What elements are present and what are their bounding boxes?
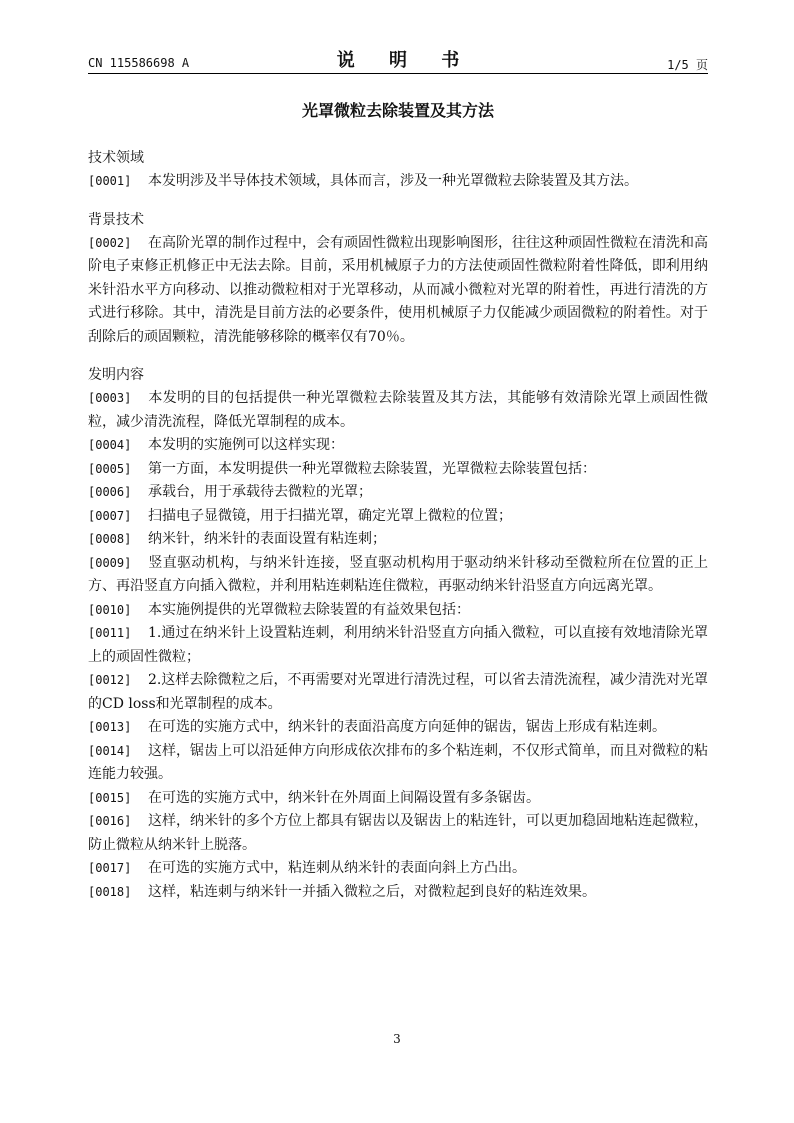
paragraph-text: 本实施例提供的光罩微粒去除装置的有益效果包括：	[148, 601, 470, 618]
page-number: 3	[393, 1032, 401, 1046]
paragraph	[88, 740, 708, 787]
paragraph	[88, 387, 708, 434]
paragraph	[88, 528, 708, 552]
paragraph-number: [0009]	[88, 555, 132, 570]
paragraph	[88, 481, 708, 505]
paragraph-number: [0016]	[88, 814, 132, 828]
paragraph-number: [0001]	[88, 174, 132, 188]
paragraph-number: [0003]	[88, 391, 132, 405]
paragraph-number: [0018]	[88, 884, 132, 899]
paragraph	[88, 170, 708, 194]
page-info: 1/5 页	[667, 58, 708, 72]
paragraph-number: [0017]	[88, 861, 132, 875]
paragraph-number: [0014]	[88, 743, 132, 758]
document-body	[88, 146, 708, 904]
paragraph-text: 这样，粘连刺与纳米针一并插入微粒之后，对微粒起到良好的粘连效果。	[148, 883, 596, 900]
paragraph	[88, 552, 708, 599]
paragraph	[88, 458, 708, 482]
paragraph-number: [0015]	[88, 790, 132, 805]
paragraph-number: [0012]	[88, 673, 132, 687]
paragraph	[88, 434, 708, 458]
paragraph-number: [0006]	[88, 485, 132, 499]
paragraph	[88, 787, 708, 811]
paragraph-text: 竖直驱动机构，与纳米针连接，竖直驱动机构用于驱动纳米针移动至微粒所在位置的正上方、再沿竖直方向插入微粒，并利用粘连刺粘连住微粒，再驱动纳米针沿竖直方向远离光罩。	[88, 554, 708, 594]
paragraph	[88, 716, 708, 740]
paragraph-number: [0011]	[88, 626, 132, 640]
patent-number: CN 115586698 A	[88, 56, 190, 70]
paragraph-text: 承载台，用于承载待去微粒的光罩；	[148, 484, 372, 500]
paragraph-text: 本发明的目的包括提供一种光罩微粒去除装置及其方法，其能够有效清除光罩上顽固性微粒，减少清洗流程，降低光罩制程的成本。	[88, 390, 708, 430]
paragraph-number: [0010]	[88, 602, 132, 617]
paragraph-text: 在可选的实施方式中，粘连刺从纳米针的表面向斜上方凸出。	[148, 860, 526, 876]
paragraph-number: [0008]	[88, 532, 132, 546]
paragraph-text: 纳米针，纳米针的表面设置有粘连刺；	[148, 531, 386, 547]
paragraph-text: 本发明的实施例可以这样实现：	[148, 437, 344, 453]
paragraph-number: [0004]	[88, 438, 132, 452]
paragraph-text: 这样，锯齿上可以沿延伸方向形成依次排布的多个粘连刺，不仅形式简单，而且对微粒的粘连能力较强。	[88, 742, 708, 782]
section-heading: 技术领域	[88, 150, 144, 166]
page-header	[88, 44, 708, 74]
header-divider	[88, 73, 708, 74]
paragraph	[88, 232, 708, 350]
paragraph-text: 2.这样去除微粒之后，不再需要对光罩进行清洗过程，可以省去清洗流程，减少清洗对光罩的CD loss和光罩制程的成本。	[88, 672, 708, 712]
paragraph-number: [0002]	[88, 235, 132, 250]
paragraph-number: [0013]	[88, 720, 132, 734]
paragraph-text: 在可选的实施方式中，纳米针在外周面上间隔设置有多条锯齿。	[148, 789, 540, 806]
paragraph-text: 这样，纳米针的多个方位上都具有锯齿以及锯齿上的粘连针，可以更加稳固地粘连起微粒，防止微粒从纳米针上脱落。	[88, 813, 708, 853]
section-heading: 发明内容	[88, 367, 144, 383]
paragraph-text: 第一方面，本发明提供一种光罩微粒去除装置，光罩微粒去除装置包括：	[148, 460, 596, 477]
paragraph	[88, 881, 708, 905]
document-type: 说 明 书	[336, 50, 474, 71]
paragraph	[88, 505, 708, 529]
paragraph	[88, 810, 708, 857]
paragraph-text: 扫描电子显微镜，用于扫描光罩，确定光罩上微粒的位置；	[148, 507, 512, 524]
paragraph-text: 1.通过在纳米针上设置粘连刺，利用纳米针沿竖直方向插入微粒，可以直接有效地清除光罩上的顽固性微粒；	[88, 625, 708, 665]
document-title: 光罩微粒去除装置及其方法	[301, 101, 494, 120]
paragraph-text: 在高阶光罩的制作过程中，会有顽固性微粒出现影响图形，往往这种顽固性微粒在清洗和高阶电子束修正机修正中无法去除。目前，采用机械原子力的方法使顽固性微粒附着性降低，即利用纳米针沿水平方向移动、以推动微粒相对于光罩移动，从而减小微粒对光罩的附着性，再进行清洗的方式进行移除。其中，清洗是目前方法的必要条件，使用机械原子力仅能减少顽固微粒的附着性。对于刮除后的顽固颗粒，清洗能够移除的概率仅有70％。	[88, 234, 708, 345]
paragraph-text: 本发明涉及半导体技术领域，具体而言，涉及一种光罩微粒去除装置及其方法。	[148, 173, 638, 189]
paragraph-text: 在可选的实施方式中，纳米针的表面沿高度方向延伸的锯齿，锯齿上形成有粘连刺。	[148, 719, 666, 735]
paragraph	[88, 857, 708, 881]
paragraph-number: [0005]	[88, 461, 132, 476]
section-heading: 背景技术	[88, 211, 144, 228]
paragraph	[88, 622, 708, 669]
paragraph	[88, 599, 708, 623]
paragraph-number: [0007]	[88, 508, 132, 523]
paragraph	[88, 669, 708, 716]
